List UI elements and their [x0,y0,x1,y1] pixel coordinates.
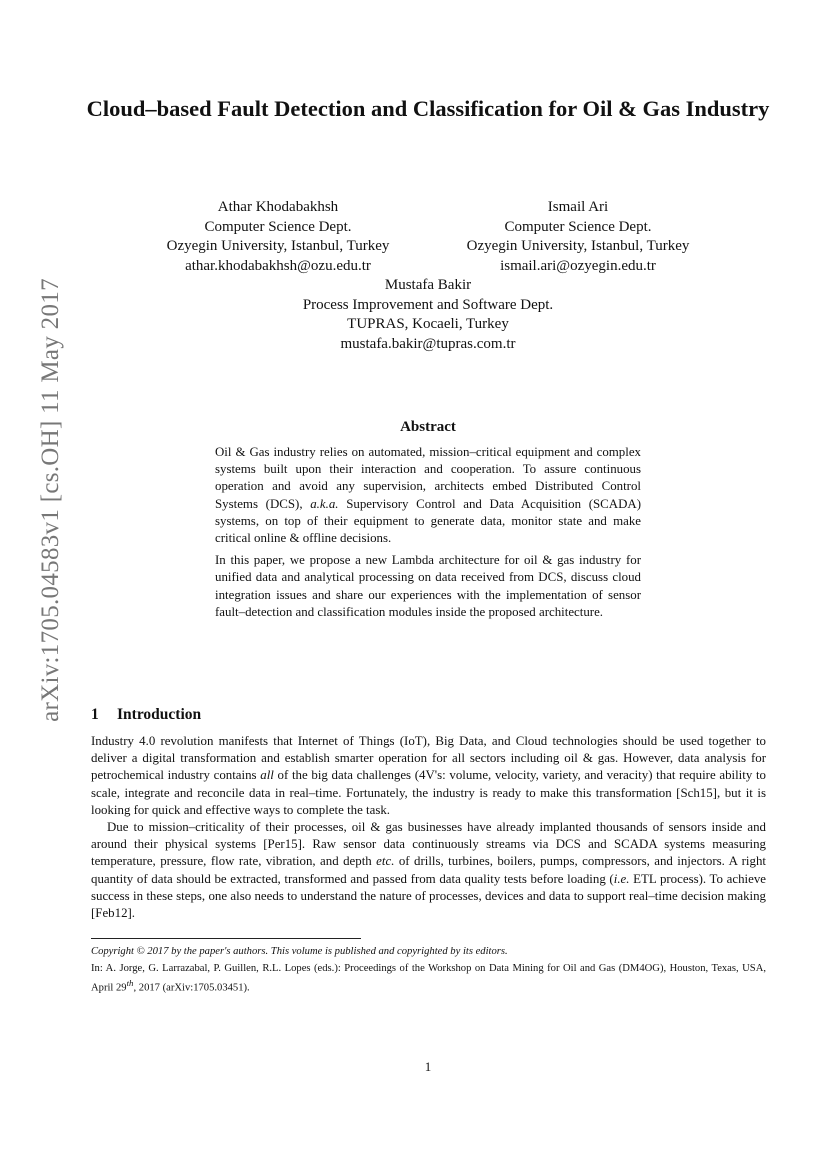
abstract-body [215,444,641,626]
page-number: 1 [424,1059,432,1074]
abstract-heading: Abstract [400,419,456,435]
body-text: ETL process). To achieve success in these steps, one also needs to understand the nature of processes, devices and data to support real–time decision making [Feb12]. [91,871,766,921]
abstract-paragraph [215,444,641,547]
body-paragraph [91,819,766,922]
body-paragraph [91,733,766,819]
author-name: Mustafa Bakir [384,277,472,293]
section-number: 1 [91,706,99,723]
body-text: Industry 4.0 revolution manifests that Internet of Things (IoT), Big Data, and Cloud technologies should be used together to deliver a digital transformation and establish smarter operation for all sectors including oil & gas. However, data analysis for petrochemical industry contains [91,734,766,783]
author-email: ismail.ari@ozyegin.edu.tr [500,257,656,274]
author-dept: Computer Science Dept. [204,218,352,235]
abstract-text: Oil & Gas industry relies on automated, mission–critical equipment and complex systems built upon their interaction and cooperation. To assure continuous operation and avoid any supervision, architects embed Distributed Control Systems (DCS), [215,445,641,511]
section-heading-introduction [91,706,201,724]
author-affiliation: Ozyegin University, Istanbul, Turkey [466,238,690,255]
body-text-italic: i.e. [613,871,630,886]
abstract-text-italic: a.k.a. [310,496,339,511]
section-title: Introduction [117,706,202,723]
author-block-1 [145,198,411,276]
author-affiliation: TUPRAS, Kocaeli, Turkey [347,316,509,333]
body-text: of the big data challenges (4V's: volume, velocity, variety, and veracity) that require ability to scale, integrate and reconcile data in real–time. Fortunately, the industry is ready to make this transformation [Sch15], but it is looking for quick and effective ways to complete the task. [91,768,766,817]
author-name: Athar Khodabakhsh [217,199,339,215]
paper-title: Cloud–based Fault Detection and Classification for Oil & Gas Industry [86,96,770,121]
abstract-paragraph: In this paper, we propose a new Lambda architecture for oil & gas industry for unified data and analytical processing on data received from DCS, discuss cloud integration issues and share our experiences with the implementation of sensor fault–detection and classification modules inside the proposed architecture. [215,553,641,619]
author-email: athar.khodabakhsh@ozu.edu.tr [185,257,371,274]
body-text-italic: etc. [376,854,395,869]
body-text: of drills, turbines, boilers, pumps, compressors, and injectors. A right quantity of data should be extracted, transformed and passed from data quality tests before loading ( [91,854,766,886]
copyright-notice: Copyright © 2017 by the paper's authors. This volume is published and copyrighted by its editors. [91,946,508,957]
author-block-3 [228,276,628,354]
proceedings-text: , 2017 (arXiv:1705.03451). [133,982,250,994]
author-block-2 [445,198,711,276]
introduction-body [91,733,766,922]
proceedings-superscript: th [126,978,134,988]
author-name: Ismail Ari [547,199,609,215]
author-affiliation: Ozyegin University, Istanbul, Turkey [166,238,390,255]
abstract-text: Supervisory Control and Data Acquisition (SCADA) systems, on top of their equipment to generate data, monitor state and make critical online & offline decisions. [215,496,641,546]
body-text: Due to mission–criticality of their processes, oil & gas businesses have already implanted thousands of sensors inside and around their physical systems [Per15]. Raw sensor data continuously streams via DCS and SCADA systems measuring temperature, pressure, flow rate, vibration, and depth [91,820,766,869]
arxiv-id: arXiv:1705.04583v1 [cs.OH] 11 May 2017 [37,278,64,722]
footnote [91,944,766,998]
arxiv-sidebar-stamp [36,278,66,722]
author-email: mustafa.bakir@tupras.com.tr [340,335,516,352]
proceedings-notice [91,961,766,996]
footnote-divider [91,938,361,939]
body-text-italic: all [260,768,274,783]
author-dept: Process Improvement and Software Dept. [302,296,554,313]
proceedings-text: In: A. Jorge, G. Larrazabal, P. Guillen, R.L. Lopes (eds.): Proceedings of the Workshop on Data Mining for Oil and Gas (DM4OG), Houston, Texas, USA, April 29 [91,963,766,994]
author-dept: Computer Science Dept. [504,218,652,235]
